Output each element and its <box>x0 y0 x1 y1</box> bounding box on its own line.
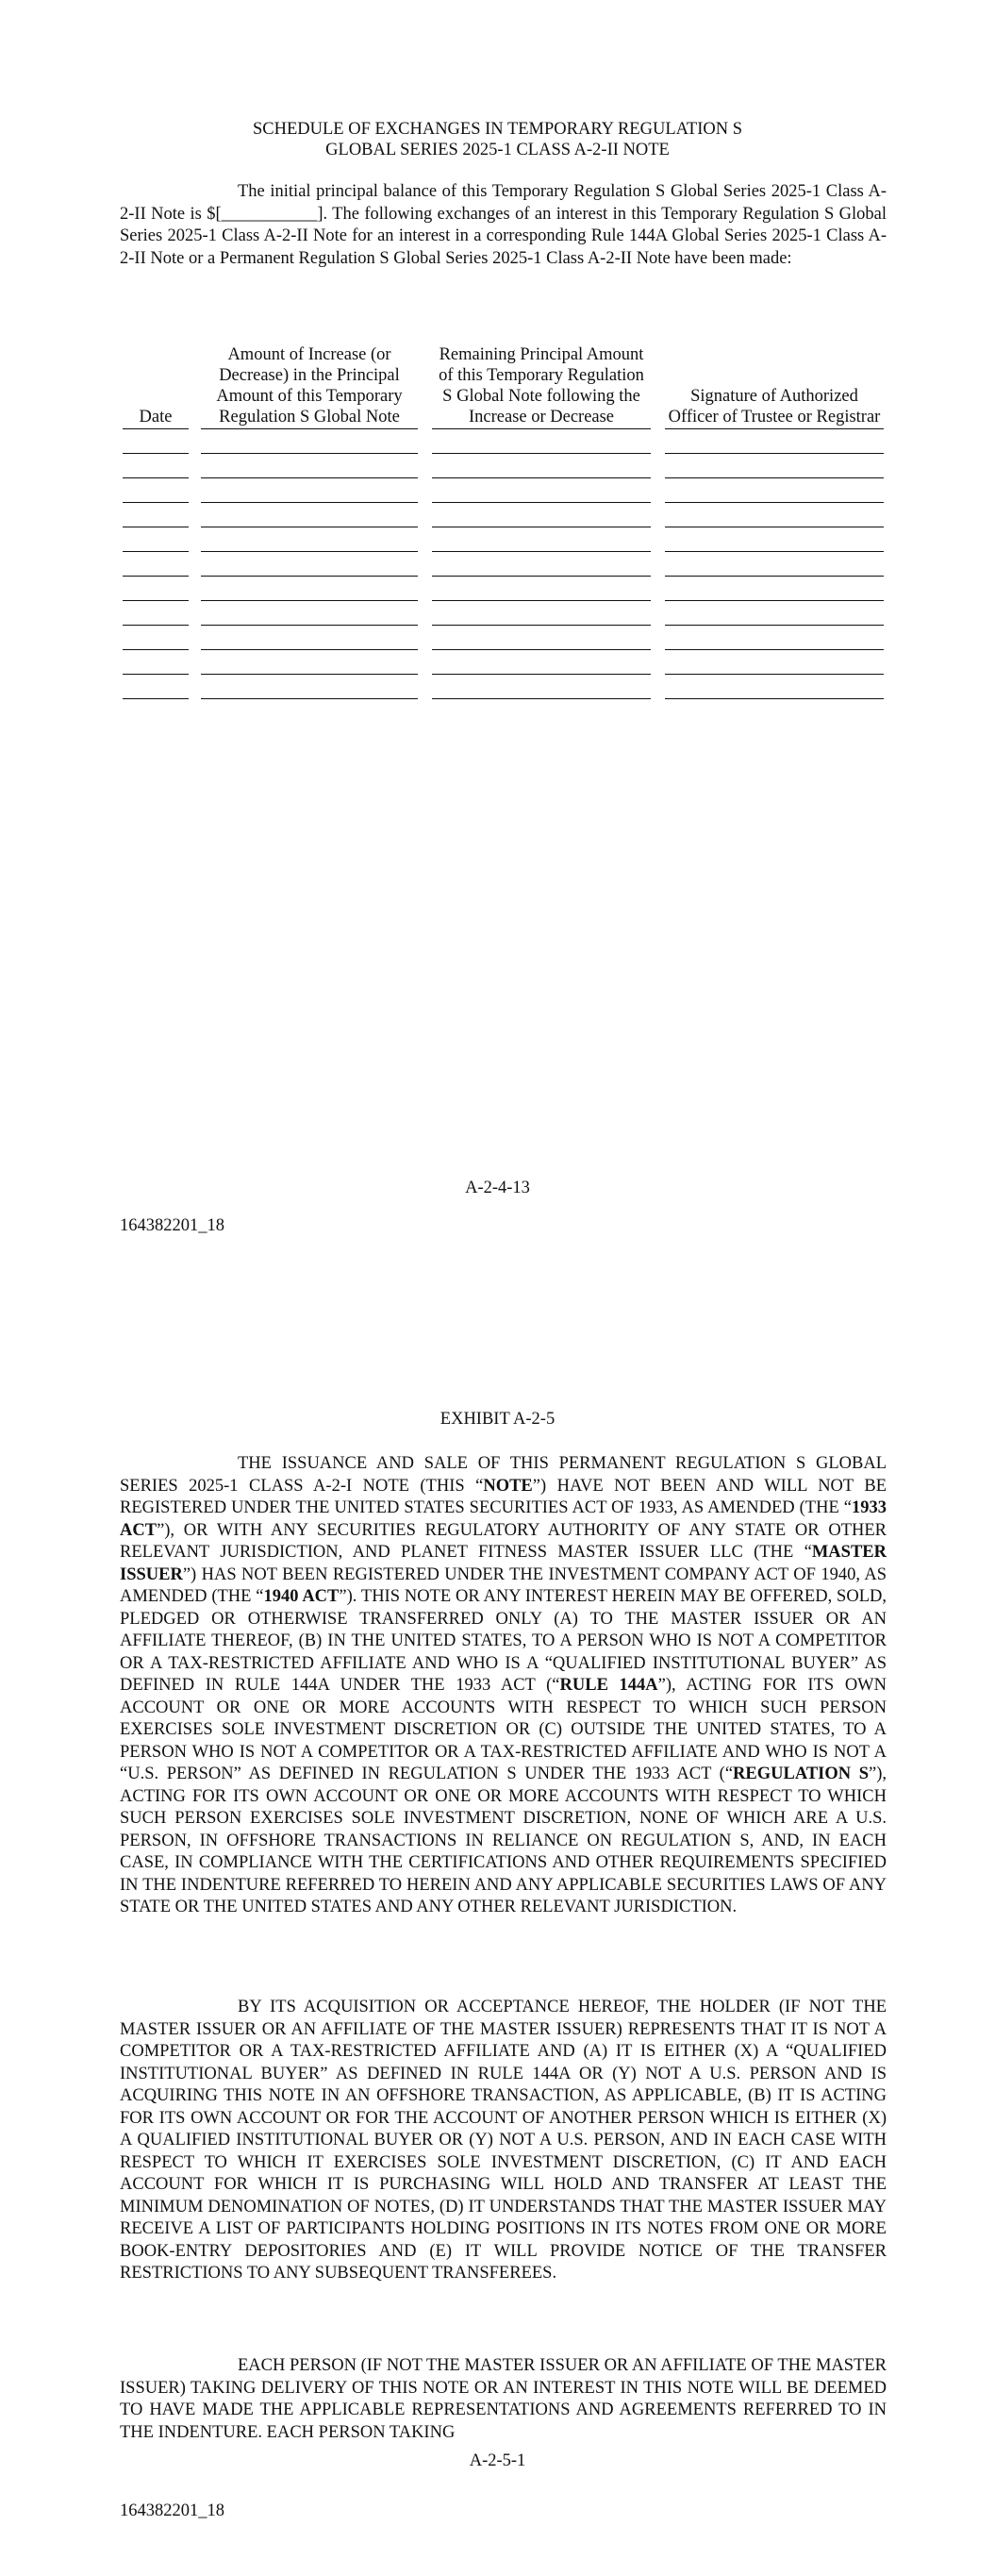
blank-entry-line <box>123 697 189 699</box>
table-header <box>123 316 887 429</box>
legend-paragraph-1 <box>120 1453 887 1919</box>
defined-term-rule-144a: RULE 144A <box>559 1676 658 1695</box>
legend-paragraph-2: BY ITS ACQUISITION OR ACCEPTANCE HEREOF, THE HOLDER (IF NOT THE MASTER ISSUER OR AN AFFILIATE OF THE MASTER ISSUER) REPRESENTS THAT IT IS NOT A COMPETITOR OR A TAX-RESTRICTED AFFILIATE AND (A) IT IS EITHER (X) A “QUALIFIED INSTITUTIONAL BUYER” AS DEFINED IN RULE 144A OR (Y) NOT A U.S. PERSON AND IS ACQUIRING THIS NOTE IN AN OFFSHORE TRANSACTION, AS APPLICABLE, (B) IT IS ACTING FOR ITS OWN ACCOUNT OR FOR THE ACCOUNT OF ANOTHER PERSON WHICH IS EITHER (X) A QUALIFIED INSTITUTIONAL BUYER OR (Y) NOT A U.S. PERSON, AND IN EACH CASE WITH RESPECT TO WHICH IT EXERCISES SOLE INVESTMENT DISCRETION, (C) IT AND EACH ACCOUNT FOR WHICH IT IS PURCHASING WILL HOLD AND TRANSFER AT LEAST THE MINIMUM DENOMINATION OF NOTES, (D) IT UNDERSTANDS THAT THE MASTER ISSUER MAY RECEIVE A LIST OF PARTICIPANTS HOLDING POSITIONS IN ITS NOTES FROM ONE OR MORE BOOK-ENTRY DEPOSITORIES AND (E) IT WILL PROVIDE NOTICE OF THE TRANSFER RESTRICTIONS TO ANY SUBSEQUENT TRANSFEREES. <box>120 1998 887 2283</box>
para1-text: ”). THIS NOTE OR ANY INTEREST HEREIN MAY BE OFFERED, SOLD, PLEDGED OR OTHERWISE TRANSFERRED ONLY (A) TO THE MASTER ISSUER OR AN AFFILIATE THEREOF, (B) IN THE UNITED STATES, TO A PERSON WHO IS NOT A COMPETITOR OR A TAX-RESTRICTED AFFILIATE AND WHO IS A “QUALIFIED INSTITUTIONAL BUYER” AS DEFINED IN RULE 144A UNDER THE 1933 ACT (“ <box>120 1587 887 1695</box>
defined-term-master-issuer: MASTER ISSUER <box>120 1543 887 1584</box>
header-signature: Signature of Authorized Officer of Trustee or Registrar <box>665 386 884 429</box>
page-number: A-2-5-1 <box>469 2451 526 2470</box>
table-row <box>123 454 887 478</box>
para1-text: THE ISSUANCE AND SALE OF THIS PERMANENT REGULATION S GLOBAL SERIES 2025-1 CLASS A-2-I NOTE (THIS “ <box>120 1454 887 1496</box>
table-row <box>123 577 887 601</box>
document-page-1 <box>0 0 995 1255</box>
para1-text: ”) HAS NOT BEEN REGISTERED UNDER THE INVESTMENT COMPANY ACT OF 1940, AS AMENDED (THE “ <box>120 1564 887 1606</box>
table-row <box>123 503 887 527</box>
blank-entry-line <box>665 697 884 699</box>
table-row <box>123 478 887 503</box>
table-row <box>123 626 887 650</box>
intro-paragraph: The initial principal balance of this Temporary Regulation S Global Series 2025-1 Class A-2-II Note is $[___________]. The following exchanges of an interest in this Temporary Regulation S Global Series 2025-1 Class A-2-II Note for an interest in a corresponding Rule 144A Global Series 2025-1 Class A-2-II Note or a Permanent Regulation S Global Series 2025-1 Class A-2-II Note have been made: <box>120 182 887 268</box>
table-row <box>123 429 887 454</box>
document-id: 164382201_18 <box>120 1216 224 1235</box>
schedule-title-line-1: SCHEDULE OF EXCHANGES IN TEMPORARY REGULATION S <box>252 120 743 139</box>
para1-text: ”), OR WITH ANY SECURITIES REGULATORY AUTHORITY OF ANY STATE OR OTHER RELEVANT JURISDICTION, AND PLANET FITNESS MASTER ISSUER LLC (THE “ <box>120 1520 887 1562</box>
table-row <box>123 527 887 552</box>
table-row <box>123 675 887 699</box>
defined-term-1940-act: 1940 ACT <box>263 1587 340 1606</box>
legend-paragraph-3: EACH PERSON (IF NOT THE MASTER ISSUER OR AN AFFILIATE OF THE MASTER ISSUER) TAKING DELIVERY OF THIS NOTE OR AN INTEREST IN THIS NOTE WILL BE DEEMED TO HAVE MADE THE APPLICABLE REPRESENTATIONS AND AGREEMENTS REFERRED TO IN THE INDENTURE. EACH PERSON TAKING <box>120 2356 887 2442</box>
document-page-2 <box>0 1321 995 2576</box>
document-id: 164382201_18 <box>120 2501 224 2520</box>
table-row <box>123 650 887 675</box>
header-date: Date <box>123 407 189 429</box>
para1-text: ”), ACTING FOR ITS OWN ACCOUNT OR ONE OR MORE ACCOUNTS WITH RESPECT TO WHICH SUCH PERSON EXERCISES SOLE INVESTMENT DISCRETION OR (C) OUTSIDE THE UNITED STATES, TO A PERSON WHO IS NOT A COMPETITOR OR A TAX-RESTRICTED AFFILIATE AND WHO IS NOT A “U.S. PERSON” AS DEFINED IN REGULATION S UNDER THE 1933 ACT (“ <box>120 1676 887 1783</box>
table-row <box>123 552 887 577</box>
blank-entry-line <box>201 697 418 699</box>
defined-term-regulation-s: REGULATION S <box>733 1765 870 1783</box>
page-number: A-2-4-13 <box>465 1179 530 1197</box>
schedule-title-line-2: GLOBAL SERIES 2025-1 CLASS A-2-II NOTE <box>325 141 670 159</box>
exhibit-title: EXHIBIT A-2-5 <box>439 1410 556 1429</box>
para1-text: ”), ACTING FOR ITS OWN ACCOUNT OR ONE OR MORE ACCOUNTS WITH RESPECT TO WHICH SUCH PERSON EXERCISES SOLE INVESTMENT DISCRETION, NONE OF WHICH ARE A U.S. PERSON, IN OFFSHORE TRANSACTIONS IN RELIANCE ON REGULATION S, AND, IN EACH CASE, IN COMPLIANCE WITH THE CERTIFICATIONS AND OTHER REQUIREMENTS SPECIFIED IN THE INDENTURE REFERRED TO HEREIN AND ANY APPLICABLE SECURITIES LAWS OF ANY STATE OR THE UNITED STATES AND ANY OTHER RELEVANT JURISDICTION. <box>120 1765 887 1916</box>
blank-entry-line <box>432 697 651 699</box>
defined-term-1933-act: 1933 ACT <box>120 1498 887 1540</box>
table-row <box>123 601 887 626</box>
defined-term-note: NOTE <box>483 1476 533 1496</box>
header-amount-of-increase: Amount of Increase (or Decrease) in the Principal Amount of this Temporary Regulation S Global Note <box>201 344 418 429</box>
para1-text: ”) HAVE NOT BEEN AND WILL NOT BE REGISTERED UNDER THE UNITED STATES SECURITIES ACT OF 1933, AS AMENDED (THE “ <box>120 1476 887 1517</box>
header-remaining-principal: Remaining Principal Amount of this Temporary Regulation S Global Note following the Increase or Decrease <box>432 344 651 429</box>
